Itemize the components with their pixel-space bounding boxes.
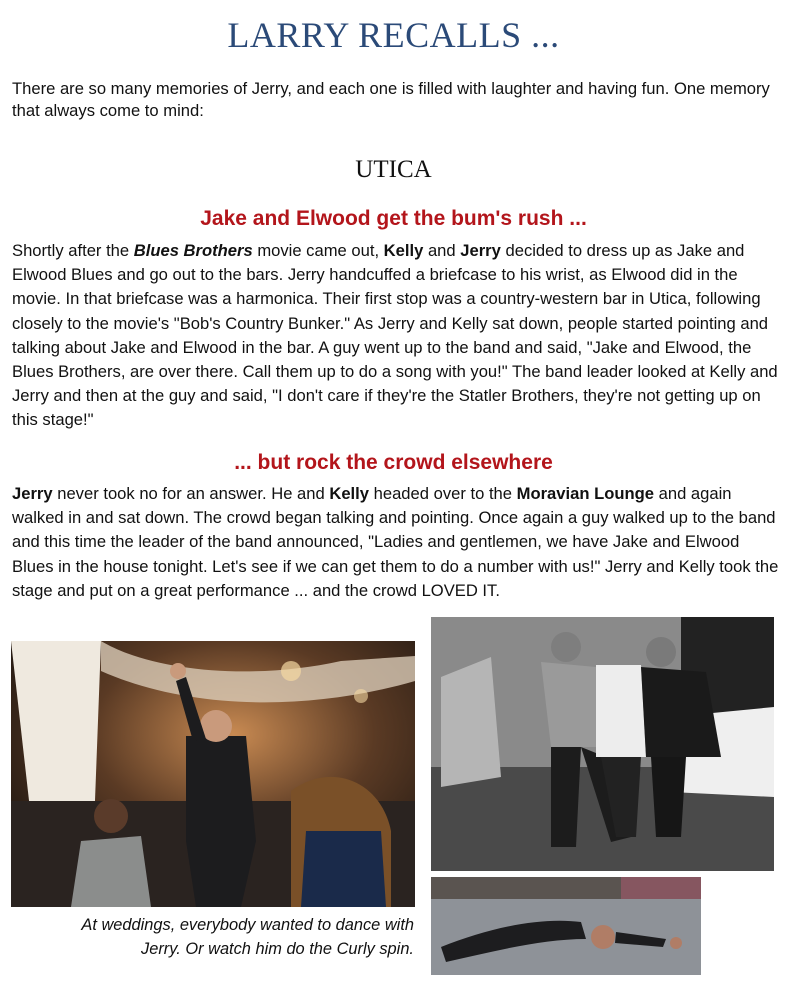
- section1-heading: Jake and Elwood get the bum's rush ...: [200, 207, 587, 230]
- name-kelly: Kelly: [329, 484, 370, 503]
- text-run: Shortly after the: [12, 241, 134, 260]
- location-heading: UTICA: [355, 156, 432, 183]
- name-jerry: Jerry: [460, 241, 501, 260]
- photo-caption: At weddings, everybody wanted to dance with Jerry. Or watch him do the Curly spin.: [81, 916, 414, 958]
- name-kelly: Kelly: [383, 241, 424, 260]
- text-run: and again walked in and sat down. The crowd began talking and pointing. Once again a guy walked up to the band and this time the leader of the band announced, "Ladies and gentlemen, we have Jake and Elwood Blues in the house tonight. Let's see if we can get them to do a number with us!" Jerry and Kelly took the stage and put on a great performance ... and the crowd LOVED IT.: [12, 484, 779, 600]
- floor-spin-photo: [431, 877, 701, 975]
- text-run: decided to dress up as Jake and Elwood Blues and go out to the bars. Jerry handcuffed a briefcase to his wrist, as Elwood did in the movie. In that briefcase was a harmonica. Their first stop was a country-western bar in Utica, following closely to the movie's "Bob's Country Bunker." As Jerry and Kelly sat down, people started pointing and talking about Jake and Elwood in the bar. A guy went up to the band and said, "Jake and Elwood, the Blues Brothers, are over there. Call them up to do a song with you!" The band leader looked at Kelly and Jerry and then at the guy and said, "I don't care if they're the Statler Brothers, they're not getting up on this stage!": [12, 241, 778, 430]
- section2-heading: ... but rock the crowd elsewhere: [234, 451, 553, 474]
- intro-paragraph: There are so many memories of Jerry, and each one is filled with laughter and having fun. One memory that always come to mind:: [12, 79, 770, 120]
- text-run: and: [423, 241, 461, 260]
- three-men-dancing-photo: [431, 617, 774, 871]
- movie-title: [134, 241, 253, 260]
- wedding-dance-photo: [11, 641, 415, 907]
- text-run: movie came out,: [252, 241, 384, 260]
- page-title: LARRY RECALLS ...: [227, 15, 560, 55]
- movie-title-text: Blues Brothers: [133, 241, 253, 260]
- venue-name: Moravian Lounge: [516, 484, 655, 503]
- text-run: headed over to the: [369, 484, 517, 503]
- section1-paragraph: [12, 239, 782, 433]
- name-jerry: Jerry: [12, 484, 53, 503]
- text-run: never took no for an answer. He and: [52, 484, 330, 503]
- section2-paragraph: [12, 482, 782, 603]
